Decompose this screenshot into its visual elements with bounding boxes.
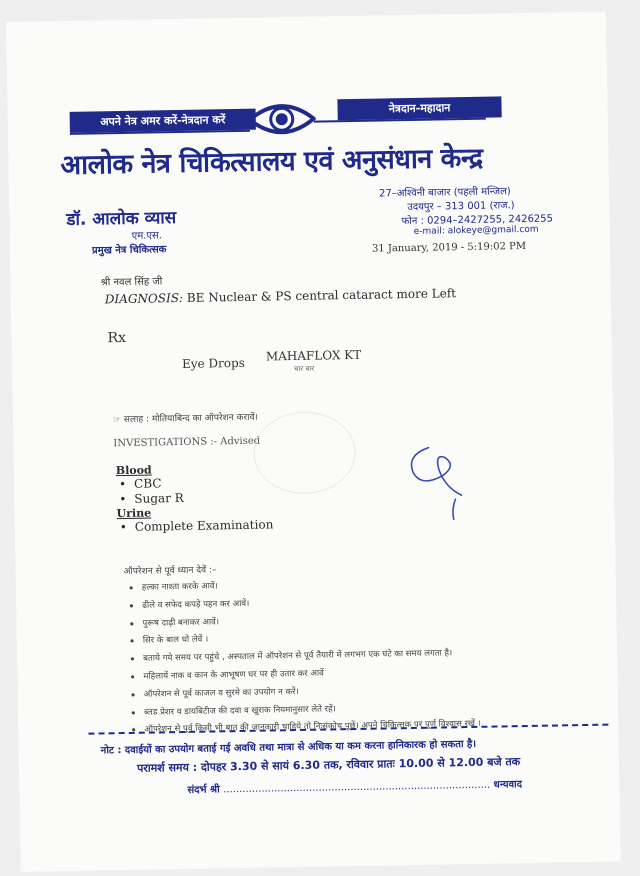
footer-note: नोट : दवाईयों का उपयोग बताई गई अवधि तथा मात्रा से अधिक या कम करना हानिकारक हो सकता है। [100, 738, 477, 757]
list-item: • ढीले व सफेद कपड़े पहन कर आवें। [124, 592, 479, 616]
preop-list [124, 574, 481, 740]
blood-tests-list [116, 476, 184, 507]
list-item: • Complete Examination [117, 517, 274, 535]
address-line-2: उदयपुर – 313 001 (राज.) [407, 200, 515, 214]
list-item: • CBC [116, 476, 184, 492]
doctor-signature-icon [398, 439, 474, 525]
patient-name: श्री नवल सिंह जी [100, 276, 163, 289]
email: e-mail: alokeye@gmail.com [413, 224, 539, 237]
phone: फोन : 0294–2427255, 2426255 [401, 213, 554, 228]
investigations-heading: INVESTIGATIONS :- Advised [113, 435, 261, 450]
consultation-timing: परामर्श समय : दोपहर 3.30 से सायं 6.30 तक, रविवार प्रातः 10.00 से 12.00 बजे तक [136, 755, 521, 775]
slogan-left: अपने नेत्र अमर करें-नेत्रदान करें [70, 109, 256, 133]
urine-tests-list [117, 517, 274, 535]
reference-line [187, 776, 522, 796]
list-item: • ऑपरेशन से पूर्व काजल व सुरमे का उपयोग न करें। [126, 681, 481, 705]
thanks: धन्यवाद [493, 779, 523, 791]
prescription-sheet [6, 12, 621, 872]
rx-frequency: चार बार [294, 364, 315, 374]
advice: ☞ सलाह : मोतियाबिन्द का ऑपरेशन करावें। [112, 412, 259, 426]
list-item: • Sugar R [116, 491, 184, 507]
list-item: • ब्लड प्रेशर व डायबिटीज की दवा व खुराक नियमानुसार लेते रहें। [126, 698, 481, 722]
list-item: • ऑपरेशन से पूर्व किसी भी बात की जानकारी चाहिये तो निःसंकोच पूछें। अपने चिकित्सक पर पूर्ण विश्वास रखें । [126, 716, 481, 740]
visit-datetime: 31 January, 2019 - 5:19:02 PM [371, 240, 527, 255]
slogan-right: नेत्रदान-महादान [337, 96, 501, 120]
doctor-degree: एम.एस. [131, 230, 163, 242]
list-item: • सिर के बाल धो लेवें । [125, 627, 480, 651]
list-item: • पुरूष दाढ़ी बनाकर आवें। [124, 609, 479, 633]
preop-heading: ऑपरेशन से पूर्व ध्यान देवें :– [123, 565, 217, 578]
diagnosis [105, 286, 456, 306]
blood-heading: Blood [115, 463, 152, 478]
address-line-1: 27–अश्विनी बाजार (पहली मन्जिल) [378, 186, 511, 200]
reference-label: संदर्भ श्री [187, 784, 220, 796]
doctor-title: प्रमुख नेत्र चिकित्सक [91, 244, 167, 257]
diagnosis-label: DIAGNOSIS: [104, 290, 184, 307]
list-item: • महिलायें नाक व कान के आभूषण घर पर ही उतार कर आवें [125, 663, 480, 687]
rx-drug: MAHAFLOX KT [265, 347, 362, 364]
hospital-name: आलोक नेत्र चिकित्सालय एवं अनुसंधान केन्द्र [60, 142, 483, 182]
eye-logo-icon [247, 97, 316, 142]
rx-form: Eye Drops [181, 355, 245, 371]
reference-dots: .................................................................................... [223, 779, 491, 796]
list-item: • बताये गये समय पर पहुंचे , अस्पताल में ऑपरेशन से पूर्व तैयारी में लगभग एक घंटे का समय लगता है। [125, 645, 480, 669]
doctor-name: डॉ. आलोक व्यास [66, 208, 177, 230]
list-item: • हल्का नाश्ता करके आवें। [124, 574, 479, 598]
urine-heading: Urine [116, 506, 152, 521]
faded-stamp [253, 411, 356, 495]
rx-symbol: Rx [107, 329, 127, 347]
diagnosis-text: BE Nuclear & PS central cataract more Left [186, 286, 457, 305]
